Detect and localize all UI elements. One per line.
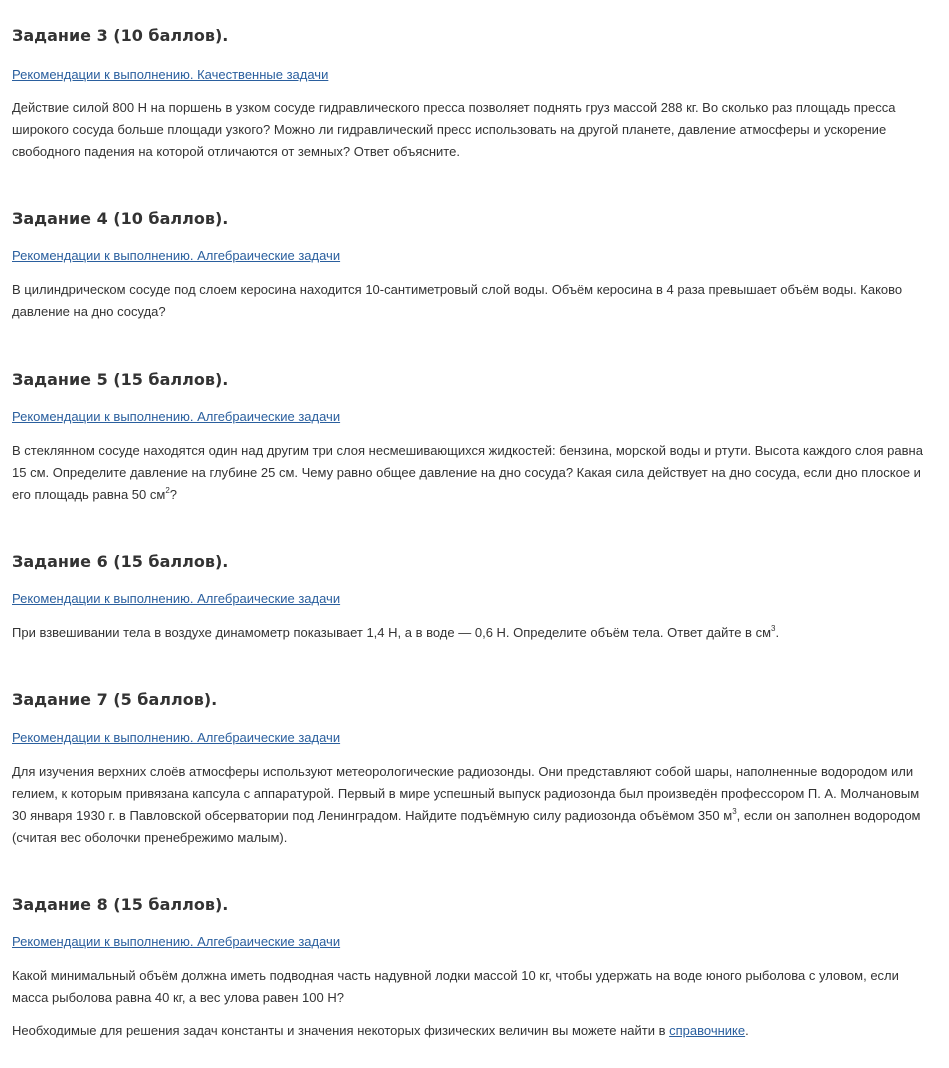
task-text-main: При взвешивании тела в воздухе динамометр показывает 1,4 Н, а в воде — 0,6 Н. Определите объём тела. Ответ дайте в см (12, 625, 772, 640)
reference-note (12, 1020, 937, 1042)
task-text (12, 761, 937, 849)
task-title: Задание 5 (15 баллов). (12, 370, 229, 389)
task-text-main: В стеклянном сосуде находятся один над другим три слоя несмешивающихся жидкостей: бензина, морской воды и ртути. Высота каждого слоя равна 15 см. Определите давление на глубине 25 см. Чему равно общее давление на дно сосуда? Какая сила действует на дно сосуда, если дно плоское и его площадь равна 50 см (12, 443, 923, 502)
task-8 (12, 895, 937, 1005)
task-text: Какой минимальный объём должна иметь подводная часть надувной лодки массой 10 кг, чтобы удержать на воде юного рыболова с уловом, если масса рыболова равна 40 кг, а вес улова равен 100 Н? (12, 968, 899, 1005)
task-7 (12, 690, 937, 845)
task-title: Задание 7 (5 баллов). (12, 690, 218, 709)
reference-link[interactable]: справочнике (669, 1023, 746, 1038)
task-text: В цилиндрическом сосуде под слоем керосина находится 10-сантиметровый слой воды. Объём керосина в 4 раза превышает объём воды. Каково давление на дно сосуда? (12, 282, 903, 319)
task-text-end: ? (169, 487, 178, 502)
task-5 (12, 370, 937, 502)
task-text: Действие силой 800 Н на поршень в узком сосуде гидравлического пресса позволяет поднять груз массой 288 кг. Во сколько раз площадь пресса широкого сосуда больше площади узкого? Можно ли гидравлический пресс использовать на другой планете, давление атмосферы и ускорение свободного падения на которой отличаются от земных? Ответ объясните. (12, 100, 896, 159)
superscript: 2 (165, 486, 170, 495)
task-6 (12, 552, 937, 640)
task-text-end: , если он заполнен водородом (считая вес оболочки пренебрежимо малым). (12, 808, 921, 845)
task-title: Задание 4 (10 баллов). (12, 209, 229, 228)
recommendations-link[interactable]: Рекомендации к выполнению. Алгебраические задачи (12, 248, 341, 263)
recommendations-link[interactable]: Рекомендации к выполнению. Алгебраические задачи (12, 934, 341, 949)
task-text-end: . (775, 625, 780, 640)
recommendations-link[interactable]: Рекомендации к выполнению. Алгебраические задачи (12, 409, 341, 424)
superscript: 3 (771, 624, 776, 633)
task-3 (12, 26, 937, 159)
task-4 (12, 209, 937, 319)
task-title: Задание 3 (10 баллов). (12, 26, 229, 45)
task-text (12, 440, 937, 506)
superscript: 3 (732, 807, 737, 816)
reference-note-end: . (745, 1023, 749, 1038)
reference-note-text: Необходимые для решения задач константы и значения некоторых физических величин вы можете найти в (12, 1023, 670, 1038)
task-text (12, 622, 937, 644)
task-title: Задание 6 (15 баллов). (12, 552, 229, 571)
recommendations-link[interactable]: Рекомендации к выполнению. Качественные задачи (12, 67, 329, 82)
task-title: Задание 8 (15 баллов). (12, 895, 229, 914)
recommendations-link[interactable]: Рекомендации к выполнению. Алгебраические задачи (12, 591, 341, 606)
recommendations-link[interactable]: Рекомендации к выполнению. Алгебраические задачи (12, 730, 341, 745)
task-text-main: Для изучения верхних слоёв атмосферы используют метеорологические радиозонды. Они представляют собой шары, наполненные водородом или гелием, к которым привязана капсула с аппаратурой. Первый в мире успешный выпуск радиозонда был произведён профессором П. А. Молчановым 30 января 1930 г. в Павловской обсерватории под Ленинградом. Найдите подъёмную силу радиозонда объёмом 350 м (12, 764, 920, 823)
